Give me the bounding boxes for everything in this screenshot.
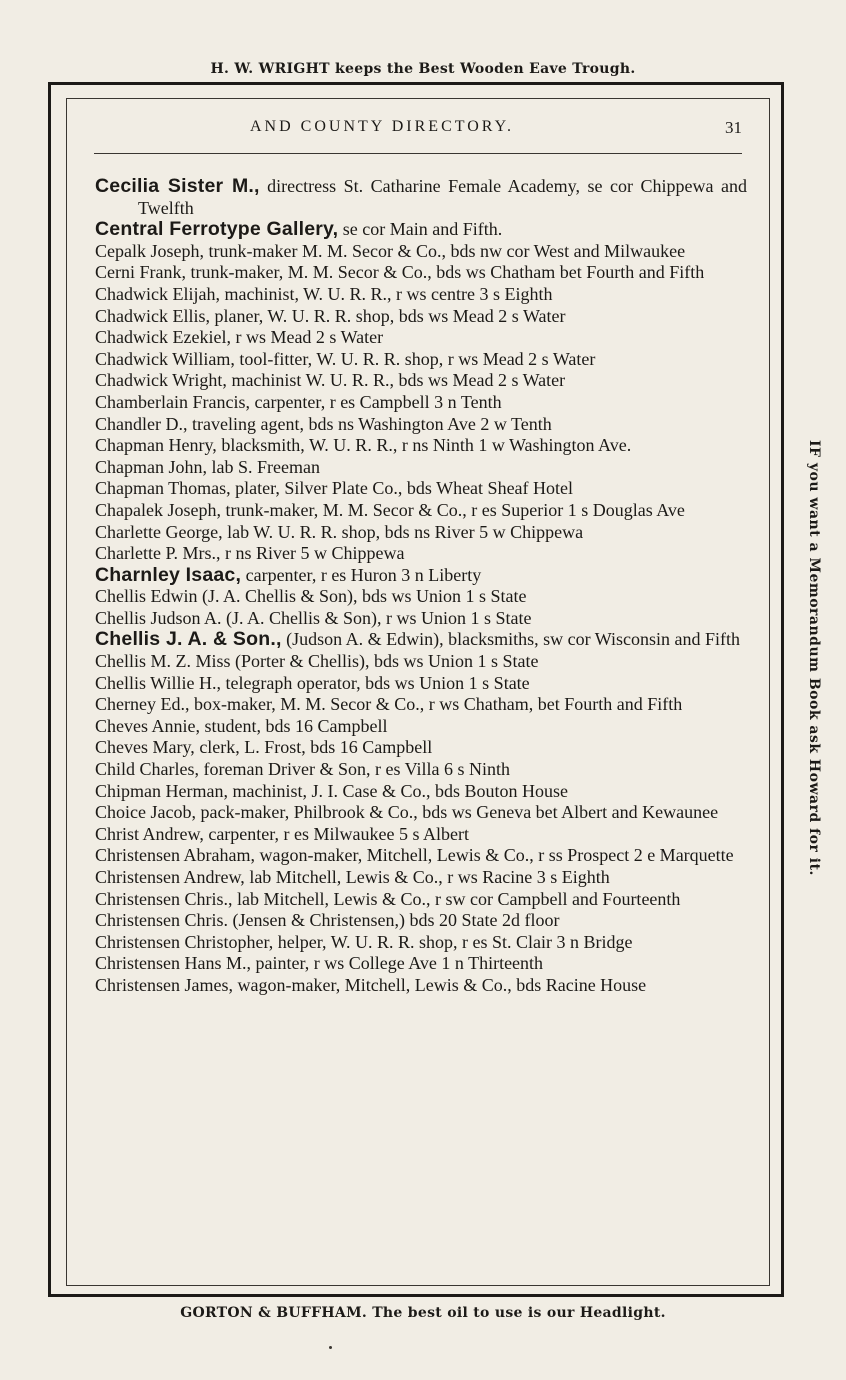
entry-name: Chamberlain Francis,	[95, 391, 250, 412]
entry-name: Chadwick William,	[95, 348, 235, 369]
entry-details: se cor Main and Fifth.	[338, 219, 503, 240]
entry-details: lab S. Freeman	[207, 456, 320, 477]
entry-details: (J. A. Chellis & Son), bds ws Union 1 s State	[197, 586, 527, 607]
entry-details: machinist, J. I. Case & Co., bds Bouton House	[227, 780, 568, 801]
entry-name: Chandler D.,	[95, 413, 188, 434]
entry-details: tool-fitter, W. U. R. R. shop, r ws Mead 2 s Water	[234, 348, 596, 369]
directory-entry	[95, 824, 747, 846]
directory-entry	[95, 543, 747, 565]
running-head: AND COUNTY DIRECTORY.	[250, 118, 515, 135]
entry-name: Chellis Judson A.	[95, 607, 222, 628]
header-rule	[94, 153, 742, 154]
entry-name: Cherney Ed.,	[95, 694, 190, 715]
entry-name: Chapalek Joseph,	[95, 499, 221, 520]
entry-name: Central Ferrotype Gallery,	[95, 218, 339, 241]
entry-name: Chellis Edwin	[95, 586, 198, 607]
entry-details: trunk-maker, M. M. Secor & Co., bds ws Chatham bet Fourth and Fifth	[185, 262, 705, 283]
entry-name: Chadwick Wright,	[95, 370, 227, 391]
entry-details: directress St. Catharine Female Academy, se cor Chippewa and Twelfth	[138, 176, 747, 218]
entry-details: box-maker, M. M. Secor & Co., r ws Chatham, bet Fourth and Fifth	[189, 694, 683, 715]
entry-name: Chapman John,	[95, 456, 207, 477]
entry-details: lab Mitchell, Lewis & Co., r ws Racine 3 s Eighth	[244, 867, 610, 887]
entry-name: Chadwick Elijah,	[95, 283, 220, 304]
entry-name: Cepalk Joseph,	[95, 240, 204, 261]
directory-entries	[95, 176, 747, 997]
directory-entry	[95, 219, 747, 241]
entry-details: pack-maker, Philbrook & Co., bds ws Geneva bet Albert and Kewaunee	[195, 802, 719, 823]
entry-details: lab W. U. R. R. shop, bds ns River 5 w Chippewa	[222, 521, 584, 542]
directory-entry	[95, 500, 747, 522]
footer-advertisement: GORTON & BUFFHAM. The best oil to use is our Headlight.	[180, 1305, 666, 1321]
entry-details: (Judson A. & Edwin), blacksmiths, sw cor Wisconsin and Fifth	[281, 629, 741, 650]
entry-name: Christensen James,	[95, 974, 233, 995]
entry-details: trunk-maker, M. M. Secor & Co., r es Superior 1 s Douglas Ave	[220, 499, 685, 520]
entry-details: clerk, L. Frost, bds 16 Campbell	[194, 737, 433, 758]
entry-details: (J. A. Chellis & Son), r ws Union 1 s State	[221, 607, 532, 628]
entry-name: Cerni Frank,	[95, 262, 186, 283]
directory-entry	[95, 176, 747, 219]
entry-details: (Jensen & Christensen,) bds 20 State 2d floor	[228, 910, 560, 931]
directory-entry	[95, 781, 747, 803]
entry-details: painter, r ws College Ave 1 n Thirteenth	[251, 953, 544, 974]
directory-entry	[95, 694, 747, 716]
entry-name: Chellis J. A. & Son.,	[95, 628, 282, 651]
entry-details: r ns River 5 w Chippewa	[220, 543, 405, 564]
directory-entry	[95, 889, 747, 911]
entry-details: planer, W. U. R. R. shop, bds ws Mead 2 s Water	[210, 305, 566, 326]
entry-name: Charnley Isaac,	[95, 563, 242, 586]
entry-name: Christensen Chris.	[95, 910, 228, 931]
entry-details: (Porter & Chellis), bds ws Union 1 s State	[230, 651, 539, 672]
directory-entry	[95, 737, 747, 759]
directory-entry	[95, 522, 747, 544]
directory-entry	[95, 802, 747, 824]
entry-name: Cecilia Sister M.,	[95, 175, 260, 197]
entry-name: Christensen Hans M.,	[95, 953, 251, 974]
entry-details: carpenter, r es Huron 3 n Liberty	[241, 564, 482, 585]
print-speck	[329, 1346, 332, 1349]
directory-entry	[95, 435, 747, 457]
entry-name: Christensen Andrew,	[95, 867, 245, 887]
entry-name: Cheves Mary,	[95, 737, 195, 758]
directory-entry	[95, 651, 747, 673]
entry-name: Cheves Annie,	[95, 715, 200, 736]
directory-entry	[95, 370, 747, 392]
directory-entry	[95, 975, 747, 997]
header-advertisement: H. W. WRIGHT keeps the Best Wooden Eave Trough.	[210, 61, 636, 77]
directory-entry	[95, 608, 747, 630]
directory-entry	[95, 392, 747, 414]
directory-entry	[95, 306, 747, 328]
entry-name: Christensen Christopher,	[95, 931, 274, 952]
entry-name: Christ Andrew,	[95, 823, 204, 844]
directory-entry	[95, 910, 747, 932]
directory-entry	[95, 349, 747, 371]
entry-details: blacksmith, W. U. R. R., r ns Ninth 1 w Washington Ave.	[216, 435, 632, 456]
directory-entry	[95, 565, 747, 587]
entry-details: trunk-maker M. M. Secor & Co., bds nw cor West and Milwaukee	[203, 240, 686, 261]
page-number: 31	[725, 118, 742, 137]
entry-name: Christensen Chris.,	[95, 888, 233, 909]
entry-name: Chellis M. Z. Miss	[95, 651, 231, 672]
entry-name: Charlette George,	[95, 521, 223, 542]
entry-details: foreman Driver & Son, r es Villa 6 s Ninth	[199, 759, 511, 780]
entry-name: Chadwick Ellis,	[95, 305, 210, 326]
entry-details: student, bds 16 Campbell	[200, 715, 388, 736]
entry-name: Chipman Herman,	[95, 780, 228, 801]
directory-entry	[95, 457, 747, 479]
directory-entry	[95, 241, 747, 263]
directory-entry	[95, 845, 747, 867]
entry-details: r ws Mead 2 s Water	[230, 327, 384, 348]
entry-details: plater, Silver Plate Co., bds Wheat Sheaf Hotel	[230, 478, 574, 499]
directory-entry	[95, 262, 747, 284]
directory-entry	[95, 932, 747, 954]
directory-entry	[95, 284, 747, 306]
entry-details: lab Mitchell, Lewis & Co., r sw cor Campbell and Fourteenth	[232, 888, 681, 909]
entry-name: Chapman Henry,	[95, 435, 217, 456]
entry-name: Chellis Willie H.,	[95, 672, 221, 693]
directory-entry	[95, 327, 747, 349]
entry-name: Chadwick Ezekiel,	[95, 327, 231, 348]
entry-name: Christensen Abraham,	[95, 845, 255, 866]
entry-details: machinist W. U. R. R., bds ws Mead 2 s Water	[226, 370, 566, 391]
entry-name: Chapman Thomas,	[95, 478, 231, 499]
directory-entry	[95, 867, 747, 889]
directory-entry	[95, 478, 747, 500]
entry-details: carpenter, r es Milwaukee 5 s Albert	[203, 823, 470, 844]
entry-name: Charlette P. Mrs.,	[95, 543, 221, 564]
entry-details: machinist, W. U. R. R., r ws centre 3 s Eighth	[219, 283, 553, 304]
entry-name: Child Charles,	[95, 759, 199, 780]
side-advertisement: IF you want a Memorandum Book ask Howard for it.	[806, 440, 822, 876]
directory-entry	[95, 716, 747, 738]
directory-entry	[95, 586, 747, 608]
directory-entry	[95, 414, 747, 436]
directory-entry	[95, 953, 747, 975]
entry-details: helper, W. U. R. R. shop, r es St. Clair 3 n Bridge	[273, 931, 633, 952]
entry-name: Choice Jacob,	[95, 802, 196, 823]
directory-entry	[95, 629, 747, 651]
entry-details: traveling agent, bds ns Washington Ave 2 w Tenth	[187, 413, 552, 434]
directory-entry	[95, 759, 747, 781]
directory-entry	[95, 673, 747, 695]
entry-details: wagon-maker, Mitchell, Lewis & Co., r ss Prospect 2 e Marquette	[254, 845, 734, 866]
entry-details: wagon-maker, Mitchell, Lewis & Co., bds Racine House	[232, 974, 647, 995]
entry-details: carpenter, r es Campbell 3 n Tenth	[249, 391, 502, 412]
entry-details: telegraph operator, bds ws Union 1 s State	[220, 672, 530, 693]
